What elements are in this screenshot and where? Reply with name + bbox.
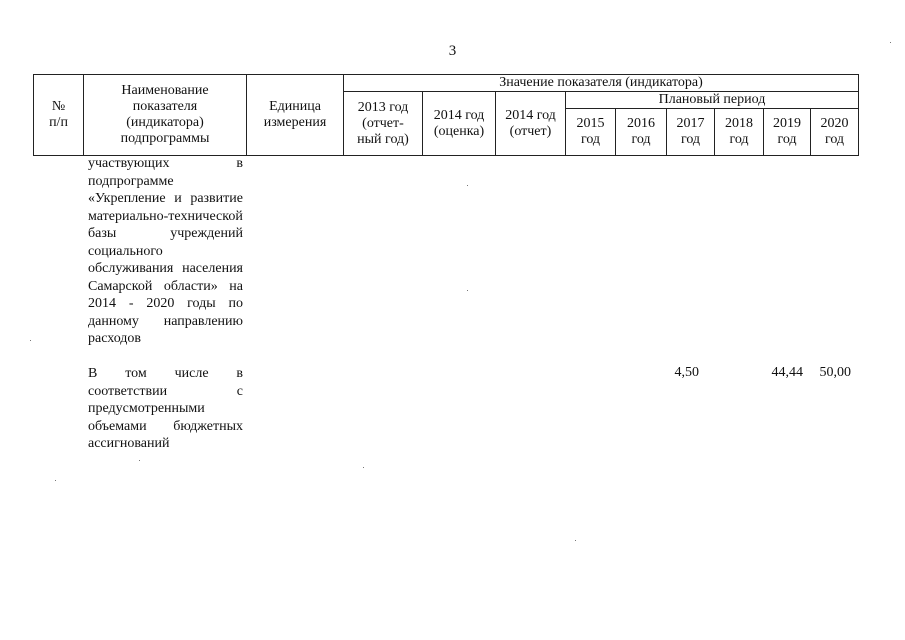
header-year-2014-estimate: 2014 год (оценка) (423, 92, 496, 156)
header-year-2019: 2019 год (764, 109, 811, 156)
header-planned-period: Плановый период (566, 92, 859, 109)
value-2020: 50,00 (819, 365, 851, 380)
scan-speck (30, 340, 31, 341)
header-number: № п/п (34, 75, 84, 156)
scan-speck (363, 467, 364, 468)
indicator-table-header (33, 74, 859, 156)
header-year-2014-report: 2014 год (отчет) (496, 92, 566, 156)
header-year-2013: 2013 год (отчет- ный год) (344, 92, 423, 156)
scan-speck (467, 290, 468, 291)
row-indicator-name-subset: В том числе в соответствии с предусмотренными объемами бюджетных ассигнований (88, 366, 243, 451)
header-unit: Единица измерения (247, 75, 344, 156)
scan-speck (575, 540, 576, 541)
value-2017: 4,50 (674, 365, 699, 380)
row-indicator-name-continued: участвующих в подпрограмме «Укрепление и развитие материально-технической базы учреждений социального обслуживания населения Самарской области» на 2014 - 2020 годы по данному направлению расходов (88, 156, 243, 346)
scan-speck (139, 460, 140, 461)
header-year-2018: 2018 год (715, 109, 764, 156)
header-year-2020: 2020 год (811, 109, 859, 156)
header-values-group: Значение показателя (индикатора) (344, 75, 859, 92)
header-year-2016: 2016 год (616, 109, 667, 156)
scan-speck (467, 185, 468, 186)
value-2019: 44,44 (771, 365, 803, 380)
header-indicator-name: Наименование показателя (индикатора) подпрограммы (84, 75, 247, 156)
scan-speck (890, 42, 891, 43)
page-number: 3 (448, 43, 457, 59)
header-year-2015: 2015 год (566, 109, 616, 156)
scan-speck (55, 480, 56, 481)
header-year-2017: 2017 год (667, 109, 715, 156)
